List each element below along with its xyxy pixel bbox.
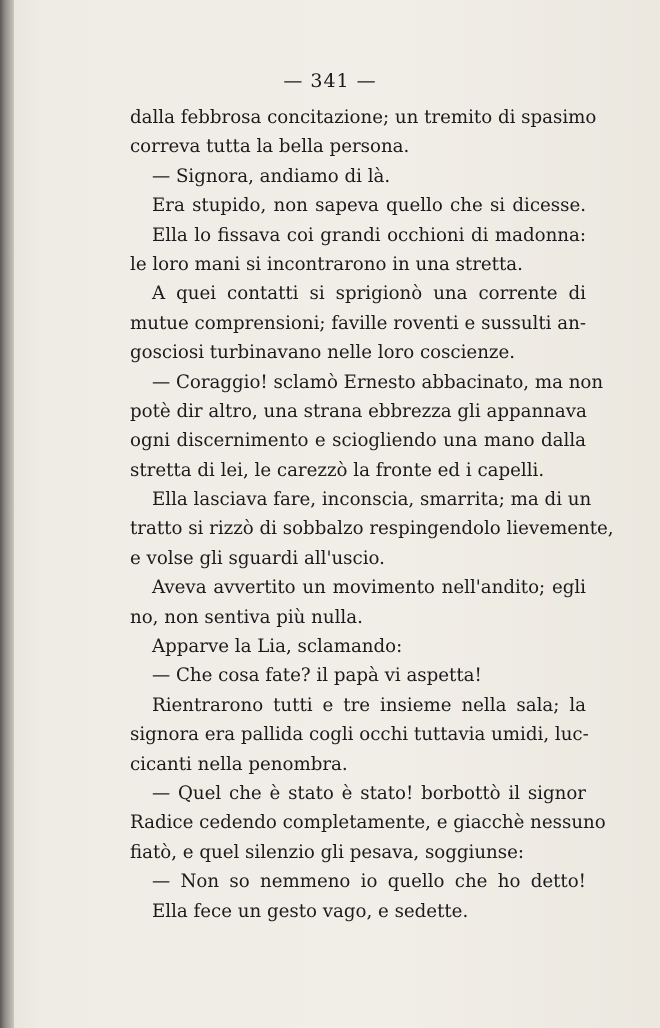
body-text — [130, 103, 614, 926]
text-line: dalla febbrosa concitazione; un tremito di spasimo — [130, 107, 597, 128]
text-line: fiatò, e quel silenzio gli pesava, soggiunse: — [130, 841, 524, 863]
text-line: Aveva avvertito un movimento nell'andito; egli — [152, 577, 586, 599]
text-line: Apparve la Lia, sclamando: — [152, 636, 403, 658]
text-line: Radice cedendo completamente, e giacchè nessuno — [130, 812, 606, 834]
text-line: Era stupido, non sapeva quello che si dicesse. — [152, 195, 586, 217]
text-line: no, non sentiva più nulla. — [130, 606, 363, 628]
text-line: — Quel che è stato è stato! borbottò il signor — [152, 782, 586, 804]
text-line: le loro mani si incontrarono in una stretta. — [130, 253, 523, 275]
text-line: A quei contatti si sprigionò una corrente di — [152, 283, 586, 305]
text-line: — Che cosa fate? il papà vi aspetta! — [152, 665, 482, 687]
text-line: Ella lo fissava coi grandi occhioni di madonna: — [152, 224, 586, 246]
text-line: ogni discernimento e sciogliendo una mano dalla — [130, 430, 586, 452]
text-line: e volse gli sguardi all'uscio. — [130, 547, 385, 569]
text-line: Rientrarono tutti e tre insieme nella sala; la — [152, 694, 586, 716]
text-line: correva tutta la bella persona. — [130, 136, 410, 158]
text-line: — Non so nemmeno io quello che ho detto! — [152, 871, 586, 893]
text-line: Ella fece un gesto vago, e sedette. — [152, 900, 469, 922]
text-line: potè dir altro, una strana ebbrezza gli appannava — [130, 400, 587, 422]
text-line: Ella lasciava fare, inconscia, smarrita; ma di un — [152, 489, 592, 511]
text-line: stretta di lei, le carezzò la fronte ed i capelli. — [130, 459, 545, 481]
text-line: — Signora, andiamo di là. — [152, 165, 391, 187]
text-line: mutue comprensioni; faville roventi e sussulti an- — [130, 312, 586, 334]
text-line: signora era pallida cogli occhi tuttavia umidi, luc- — [130, 724, 589, 746]
text-line: gosciosi turbinavano nelle loro coscienze. — [130, 342, 516, 364]
book-spine-shadow — [0, 0, 14, 1028]
text-line: tratto si rizzò di sobbalzo respingendolo lievemente, — [130, 518, 614, 540]
text-line: cicanti nella penombra. — [130, 753, 348, 775]
page-number: — 341 — — [283, 70, 377, 92]
text-line: — Coraggio! sclamò Ernesto abbacinato, ma non — [152, 371, 604, 393]
